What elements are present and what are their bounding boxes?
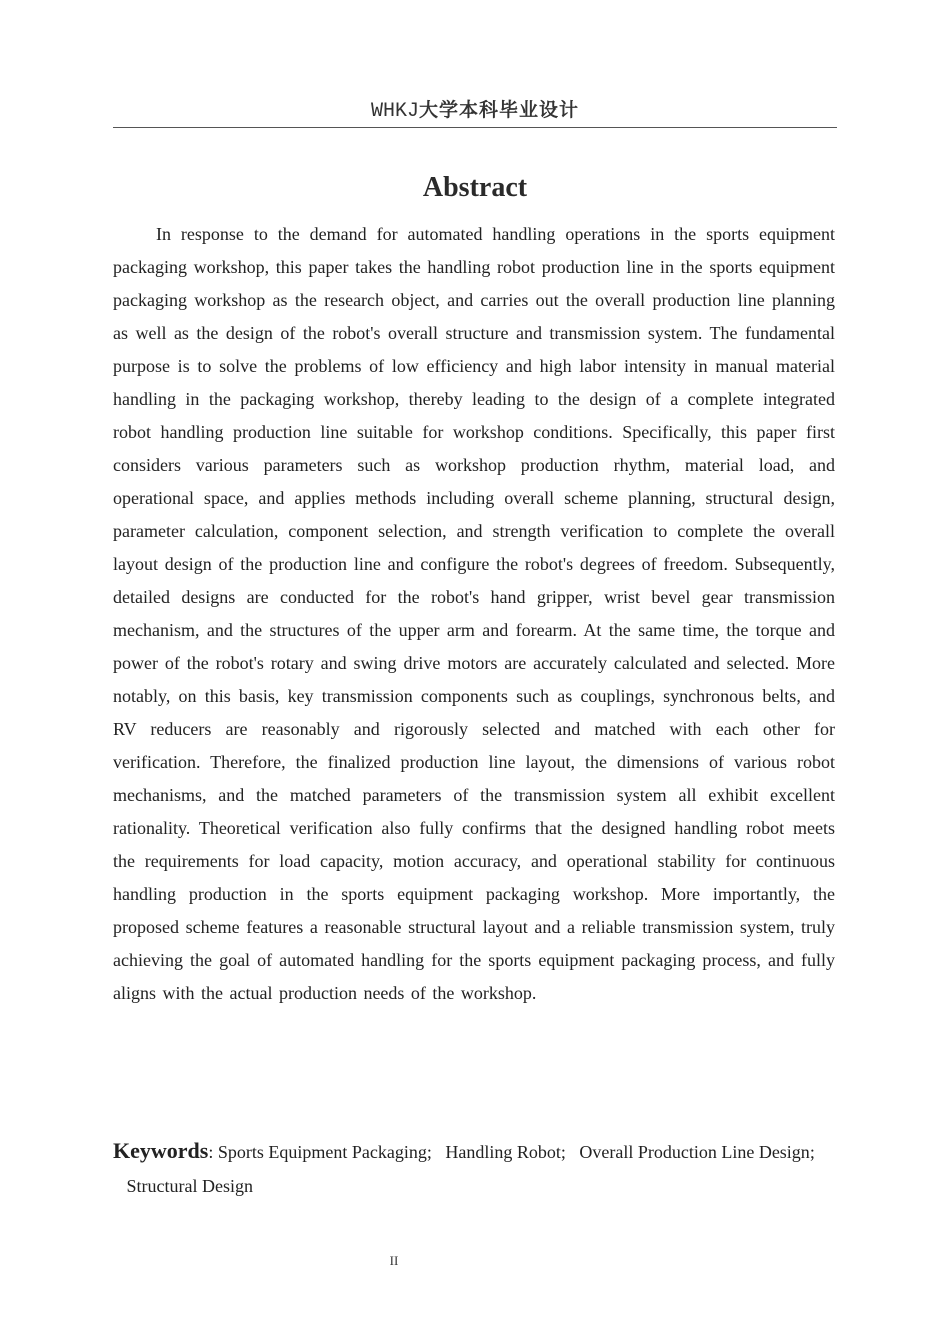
keyword-separator: ; xyxy=(560,1142,566,1162)
keywords-label: Keywords xyxy=(113,1138,209,1163)
keyword-item: Structural Design xyxy=(126,1176,253,1196)
keyword-item: Overall Production Line Design xyxy=(579,1142,810,1162)
keywords-line xyxy=(113,1134,835,1203)
abstract-body: In response to the demand for automated handling operations in the sports equipment packaging workshop, this paper takes the handling robot production line in the sports equipment packaging workshop as the research object, and carries out the overall production line planning as well as the design of the robot's overall structure and transmission system. The fundamental purpose is to solve the problems of low efficiency and high labor intensity in manual material handling in the packaging workshop, thereby leading to the design of a complete integrated robot handling production line suitable for workshop conditions. Specifically, this paper first considers various parameters such as workshop production rhythm, material load, and operational space, and applies methods including overall scheme planning, structural design, parameter calculation, component selection, and strength verification to complete the overall layout design of the production line and configure the robot's degrees of freedom. Subsequently, detailed designs are conducted for the robot's hand gripper, wrist bevel gear transmission mechanism, and the structures of the upper arm and forearm. At the same time, the torque and power of the robot's rotary and swing drive motors are accurately calculated and selected. More notably, on this basis, key transmission components such as couplings, synchronous belts, and RV reducers are reasonably and rigorously selected and matched with each other for verification. Therefore, the finalized production line layout, the dimensions of various robot mechanisms, and the matched parameters of the transmission system all exhibit excellent rationality. Theoretical verification also fully confirms that the designed handling robot meets the requirements for load capacity, motion accuracy, and operational stability for continuous handling production in the sports equipment packaging workshop. More importantly, the proposed scheme features a reasonable structural layout and a reliable transmission system, truly achieving the goal of automated handling for the sports equipment packaging process, and fully aligns with the actual production needs of the workshop. xyxy=(113,224,835,1003)
header-thesis-type: 大学本科毕业设计 xyxy=(419,99,580,121)
header-divider xyxy=(113,127,837,128)
page-header xyxy=(113,96,837,126)
keyword-item: Handling Robot xyxy=(445,1142,561,1162)
header-institution-code: WHKJ xyxy=(370,100,419,123)
page-number: II xyxy=(389,1253,399,1268)
keywords-colon: : xyxy=(208,1142,214,1162)
keyword-separator: ; xyxy=(809,1142,815,1162)
abstract-title: Abstract xyxy=(422,172,528,203)
keyword-separator: ; xyxy=(426,1142,432,1162)
keyword-item: Sports Equipment Packaging xyxy=(217,1142,427,1162)
